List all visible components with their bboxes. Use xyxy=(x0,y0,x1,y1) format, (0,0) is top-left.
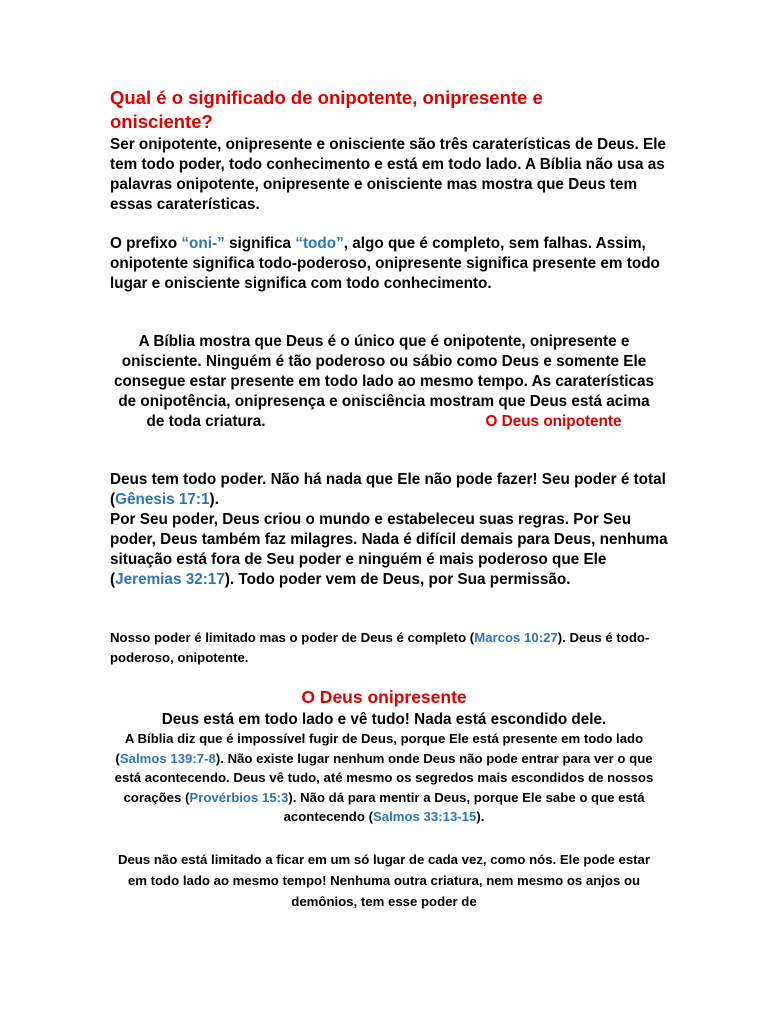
prefix-paragraph xyxy=(110,234,670,294)
section-heading-onipotente: O Deus onipotente xyxy=(485,413,622,430)
text-segment: significa xyxy=(224,235,296,252)
bible-reference-link[interactable]: Salmos 33:13-15 xyxy=(372,809,477,824)
bible-reference-link[interactable]: Gênesis 17:1 xyxy=(115,491,210,508)
highlight-todo: “todo” xyxy=(295,235,344,252)
text-segment: Deus tem todo poder. Não há nada que Ele não pode fazer! Seu poder é total ( xyxy=(110,471,666,508)
text-segment: , algo que é completo, sem falhas. Assim, onipotente significa todo-poderoso, onipresente significa presente em todo lugar e onisciente significa com todo conhecimento. xyxy=(110,235,660,292)
text-segment: ). Não dá para mentir a Deus, porque Ele sabe o que está acontecendo ( xyxy=(283,789,645,824)
limited-power-paragraph xyxy=(110,628,650,668)
text-segment: O prefixo xyxy=(110,235,182,252)
bible-reference-link[interactable]: Marcos 10:27 xyxy=(474,630,558,645)
bible-reference-link[interactable]: Salmos 139:7-8 xyxy=(119,750,216,766)
onipresente-lead: Deus está em todo lado e vê tudo! Nada está escondido dele. xyxy=(161,711,607,728)
text-segment: ). xyxy=(476,809,485,824)
limitation-paragraph: Deus não está limitado a ficar em um só lugar de cada vez, como nós. Ele pode estar em todo lado ao mesmo tempo! Nenhuma outra criatura, nem mesmo os anjos ou demônios, tem esse poder de xyxy=(117,852,651,909)
centered-paragraph xyxy=(110,332,658,432)
text-segment: ). xyxy=(209,491,219,508)
intro-paragraph: Ser onipotente, onipresente e onisciente são três caraterísticas de Deus. Ele tem todo poder, todo conhecimento e está em todo lado. A Bíblia não usa as palavras onipotente, onipresente e onisciente mas mostra que Deus tem essas caraterísticas. xyxy=(110,136,666,213)
text-segment: A Bíblia diz que é impossível fugir de Deus, porque Ele está presente em todo lado ( xyxy=(115,731,644,766)
text-segment: ). Todo poder vem de Deus, por Sua permissão. xyxy=(224,571,571,588)
text-segment: A Bíblia mostra que Deus é o único que é onipotente, onipresente e onisciente. Ninguém é tão poderoso ou sábio como Deus e somente Ele consegue estar presente em todo lado ao mesmo tempo. As caraterísticas de onipotência, onipresença e onisciência mostram que Deus está acima de toda criatura. xyxy=(113,333,655,430)
bible-reference-link[interactable]: Jeremias 32:17 xyxy=(115,571,225,588)
text-segment: Nosso poder é limitado mas o poder de Deus é completo ( xyxy=(110,630,475,645)
text-segment: ). Não existe lugar nenhum onde Deus não pode entrar para ver o que está acontecendo. Deus vê tudo, até mesmo os segredos mais escondidos de nossos corações ( xyxy=(114,750,654,805)
text-segment: Por Seu poder, Deus criou o mundo e estabeleceu suas regras. Por Seu poder, Deus também faz milagres. Nada é difícil demais para Deus, nenhuma situação está fora de Seu poder e ninguém é mais poderoso que Ele ( xyxy=(110,511,668,588)
text-segment: ). Deus é todo-poderoso, onipotente. xyxy=(110,630,650,665)
page-title: Qual é o significado de onipotente, onipresente e onisciente? xyxy=(110,87,543,132)
bible-reference-link[interactable]: Provérbios 15:3 xyxy=(189,789,289,805)
onipotente-paragraph xyxy=(110,470,670,590)
section-heading-onipresente: O Deus onipresente xyxy=(301,687,467,707)
onipresente-paragraph xyxy=(110,729,658,827)
highlight-oni: “oni-” xyxy=(181,235,225,252)
